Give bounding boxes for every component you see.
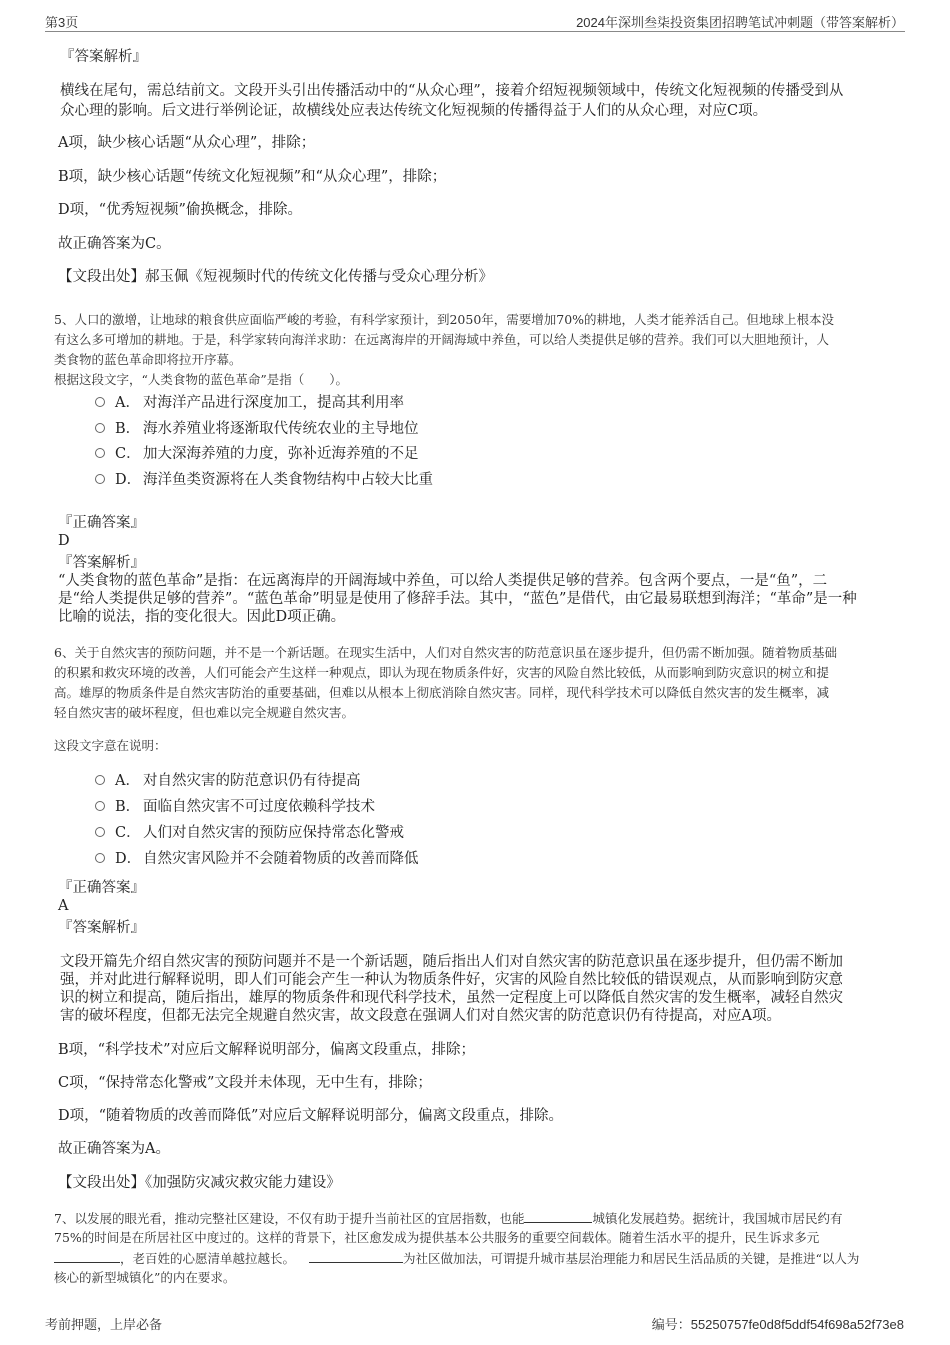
- analysis-text-line: 强，并对此进行解释说明，即人们可能会产生一种认为物质条件好，灾害的风险自然比较低的错误观点，从而影响到防灾意: [60, 972, 843, 988]
- header-divider: [45, 31, 905, 32]
- analysis-text-line: “人类食物的蓝色革命”是指：在远离海岸的开阔海域中养鱼，可以给人类提供足够的营养。包含两个要点，一是“鱼”，二: [58, 573, 828, 589]
- analysis-label: 『答案解析』: [58, 920, 145, 936]
- correct-answer-conclusion: 故正确答案为C。: [58, 236, 171, 252]
- question-5-text-line: 类食物的蓝色革命即将拉开序幕。: [54, 352, 242, 367]
- question-7-text-line: 7、以发展的眼光看，推动完整社区建设，不仅有助于提升当前社区的宜居指数，也能 城镇化发展趋势。据统计，我国城市居民约有: [54, 1208, 842, 1229]
- question-6-prompt: 这段文字意在说明：: [54, 738, 167, 753]
- source-citation: 【文段出处】《加强防灾减灾救灾能力建设》: [58, 1175, 341, 1191]
- question-6-text-line: 轻自然灾害的破坏程度，但也难以完全规避自然灾害。: [54, 705, 355, 720]
- question-6-option-c[interactable]: C． 人们对自然灾害的预防应保持常态化警戒: [95, 823, 404, 843]
- question-5-option-a[interactable]: A． 对海洋产品进行深度加工，提高其利用率: [95, 393, 404, 413]
- question-7-text-line: 核心的新型城镇化”的内在要求。: [54, 1270, 236, 1285]
- option-b-explanation: B项，缺少核心话题“传统文化短视频”和“从众心理”，排除；: [58, 169, 447, 185]
- radio-button-icon[interactable]: [95, 448, 105, 458]
- option-a-explanation: A项，缺少核心话题“从众心理”，排除；: [58, 135, 316, 151]
- analysis-text-line: 是“给人类提供足够的营养”。“蓝色革命”明显是使用了修辞手法。其中，“蓝色”是借代，由它最易联想到海洋；“革命”是一种: [58, 591, 857, 607]
- question-5-text-line: 有这么多可增加的耕地。于是，科学家转向海洋求助：在远离海岸的开阔海域中养鱼，可以给人类提供足够的营养。我们可以大胆地预计，人: [54, 332, 830, 347]
- question-6-option-d[interactable]: D． 自然灾害风险并不会随着物质的改善而降低: [95, 849, 419, 869]
- radio-button-icon[interactable]: [95, 423, 105, 433]
- question-5-option-b[interactable]: B． 海水养殖业将逐渐取代传统农业的主导地位: [95, 419, 419, 439]
- document-id: 编号：55250757fe0d8f5ddf54f698a52f73e8: [651, 1317, 904, 1332]
- fill-blank: [309, 1248, 403, 1263]
- radio-button-icon[interactable]: [95, 397, 105, 407]
- document-title: 2024年深圳叁柒投资集团招聘笔试冲刺题（带答案解析）: [576, 15, 904, 30]
- question-7-text-line: 75%的时间是在所居社区中度过的。这样的背景下，社区愈发成为提供基本公共服务的重要空间载体。随着生活水平的提升，民生诉求多元: [54, 1230, 820, 1245]
- analysis-text-line: 识的树立和提高，随后指出，雄厚的物质条件和现代科学技术，虽然一定程度上可以降低自然灾害的发生概率，减轻自然灾: [60, 990, 843, 1006]
- option-d-explanation: D项，“优秀短视频”偷换概念，排除。: [58, 202, 302, 218]
- question-6-text-line: 的积累和救灾环境的改善，人们可能会产生这样一种观点，即认为现在物质条件好，灾害的风险自然比较低，从而影响到防灾意识的树立和提: [54, 665, 830, 680]
- question-6-text-line: 6、关于自然灾害的预防问题，并不是一个新话题。在现实生活中，人们对自然灾害的防范意识虽在逐步提升，但仍需不断加强。随着物质基础: [54, 645, 837, 660]
- question-5-prompt: 根据这段文字，“人类食物的蓝色革命”是指（ ）。: [54, 372, 349, 387]
- analysis-text-line: 害的破坏程度，但都无法完全规避自然灾害，故文段意在强调人们对自然灾害的防范意识仍有待提高，对应A项。: [60, 1008, 781, 1024]
- option-c-explanation: C项，“保持常态化警戒”文段并未体现，无中生有，排除；: [58, 1075, 432, 1091]
- analysis-text-line: 横线在尾句，需总结前文。文段开头引出传播活动中的“从众心理”，接着介绍短视频领域中，传统文化短视频的传播受到从: [60, 83, 844, 99]
- radio-button-icon[interactable]: [95, 853, 105, 863]
- radio-button-icon[interactable]: [95, 801, 105, 811]
- option-b-explanation: B项，“科学技术”对应后文解释说明部分，偏离文段重点，排除；: [58, 1042, 475, 1058]
- footer-slogan: 考前押题，上岸必备: [45, 1317, 163, 1332]
- question-5-text-line: 5、人口的激增，让地球的粮食供应面临严峻的考验，有科学家预计，到2050年，需要增加70%的耕地，人类才能养活自己。但地球上根本没: [54, 312, 835, 327]
- radio-button-icon[interactable]: [95, 827, 105, 837]
- correct-answer-label: 『正确答案』: [58, 515, 145, 531]
- fill-blank: [524, 1208, 592, 1223]
- radio-button-icon[interactable]: [95, 775, 105, 785]
- correct-answer-value: D: [58, 533, 70, 549]
- page-number: 第3页: [45, 15, 79, 30]
- analysis-text-line: 众心理的影响。后文进行举例论证，故横线处应表达传统文化短视频的传播得益于人们的从众心理，对应C项。: [60, 103, 768, 119]
- source-citation: 【文段出处】郝玉佩《短视频时代的传统文化传播与受众心理分析》: [58, 269, 493, 285]
- fill-blank: [54, 1248, 120, 1263]
- analysis-label: 『答案解析』: [60, 49, 147, 65]
- correct-answer-conclusion: 故正确答案为A。: [58, 1141, 170, 1157]
- analysis-text-line: 比喻的说法，指的变化很大。因此D项正确。: [58, 609, 346, 625]
- question-7-text-line: ，老百姓的心愿清单越拉越长。 为社区做加法，可谓提升城市基层治理能力和居民生活品质的关键，是推进“以人为: [54, 1248, 859, 1269]
- question-6-option-a[interactable]: A． 对自然灾害的防范意识仍有待提高: [95, 771, 361, 791]
- question-6-option-b[interactable]: B． 面临自然灾害不可过度依赖科学技术: [95, 797, 375, 817]
- correct-answer-value: A: [58, 898, 69, 914]
- analysis-text-line: 文段开篇先介绍自然灾害的预防问题并不是一个新话题，随后指出人们对自然灾害的防范意识虽在逐步提升，但仍需不断加: [60, 954, 843, 970]
- question-6-text-line: 高。雄厚的物质条件是自然灾害防治的重要基础，但难以从根本上彻底消除自然灾害。同样，现代科学技术可以降低自然灾害的发生概率，减: [54, 685, 830, 700]
- radio-button-icon[interactable]: [95, 474, 105, 484]
- analysis-label: 『答案解析』: [58, 555, 145, 571]
- correct-answer-label: 『正确答案』: [58, 880, 145, 896]
- question-5-option-d[interactable]: D． 海洋鱼类资源将在人类食物结构中占较大比重: [95, 470, 433, 490]
- option-d-explanation: D项，“随着物质的改善而降低”对应后文解释说明部分，偏离文段重点，排除。: [58, 1108, 563, 1124]
- question-5-option-c[interactable]: C． 加大深海养殖的力度，弥补近海养殖的不足: [95, 444, 419, 464]
